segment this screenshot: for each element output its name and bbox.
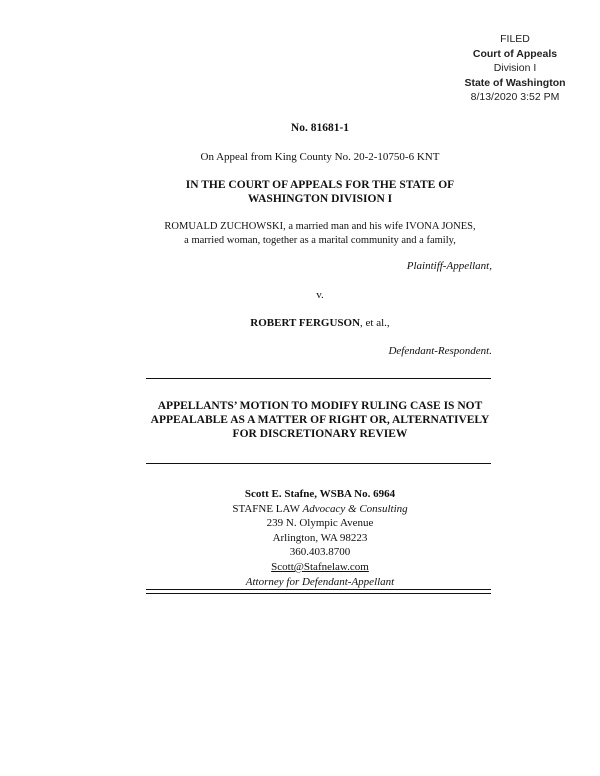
- counsel-city: Arlington, WA 98223: [272, 531, 368, 544]
- divider-middle: [146, 463, 491, 464]
- counsel-firm-tagline: Advocacy & Consulting: [302, 502, 408, 515]
- plaintiff-role: Plaintiff-Appellant,: [406, 260, 492, 272]
- court-heading: [130, 178, 510, 206]
- stamp-state: State of Washington: [464, 76, 566, 89]
- motion-title: [130, 399, 510, 441]
- versus: v.: [316, 289, 324, 301]
- parties-line2: a married woman, together as a marital community and a family,: [184, 235, 456, 246]
- defendant-role: Defendant-Respondent.: [388, 345, 492, 357]
- stamp-datetime: 8/13/2020 3:52 PM: [470, 91, 560, 103]
- motion-line2: APPEALABLE AS A MATTER OF RIGHT OR, ALTERNATIVELY: [150, 414, 490, 426]
- stamp-division: Division I: [493, 62, 537, 74]
- defendant: [145, 317, 495, 329]
- divider-top: [146, 378, 491, 379]
- court-heading-line2: WASHINGTON DIVISION I: [247, 193, 393, 205]
- divider-bottom-lower: [146, 593, 491, 594]
- appeal-line: On Appeal from King County No. 20-2-10750-6 KNT: [200, 151, 440, 163]
- counsel-street: 239 N. Olympic Avenue: [266, 517, 374, 530]
- counsel-firm-line: [145, 502, 495, 517]
- stamp-filed: FILED: [500, 33, 530, 45]
- court-heading-line1: IN THE COURT OF APPEALS FOR THE STATE OF: [185, 179, 455, 191]
- counsel-email-link[interactable]: Scott@Stafnelaw.com: [271, 560, 369, 573]
- filing-stamp: [440, 32, 590, 105]
- stamp-court: Court of Appeals: [472, 47, 558, 60]
- defendant-name: ROBERT FERGUSON: [250, 317, 361, 329]
- counsel-role: Attorney for Defendant-Appellant: [245, 575, 395, 588]
- case-number: No. 81681-1: [290, 122, 350, 134]
- counsel-firm: STAFNE LAW: [232, 502, 300, 515]
- parties-line1: ROMUALD ZUCHOWSKI, a married man and his wife IVONA JONES,: [164, 221, 476, 232]
- counsel-phone: 360.403.8700: [289, 546, 351, 559]
- plaintiff-parties: [130, 220, 510, 248]
- defendant-suffix: , et al.,: [360, 317, 390, 329]
- motion-line3: FOR DISCRETIONARY REVIEW: [232, 428, 408, 440]
- counsel-name: Scott E. Stafne, WSBA No. 6964: [244, 488, 396, 500]
- counsel-block: [145, 487, 495, 589]
- motion-line1: APPELLANTS’ MOTION TO MODIFY RULING CASE IS NOT: [157, 400, 483, 412]
- divider-bottom-upper: [146, 589, 491, 590]
